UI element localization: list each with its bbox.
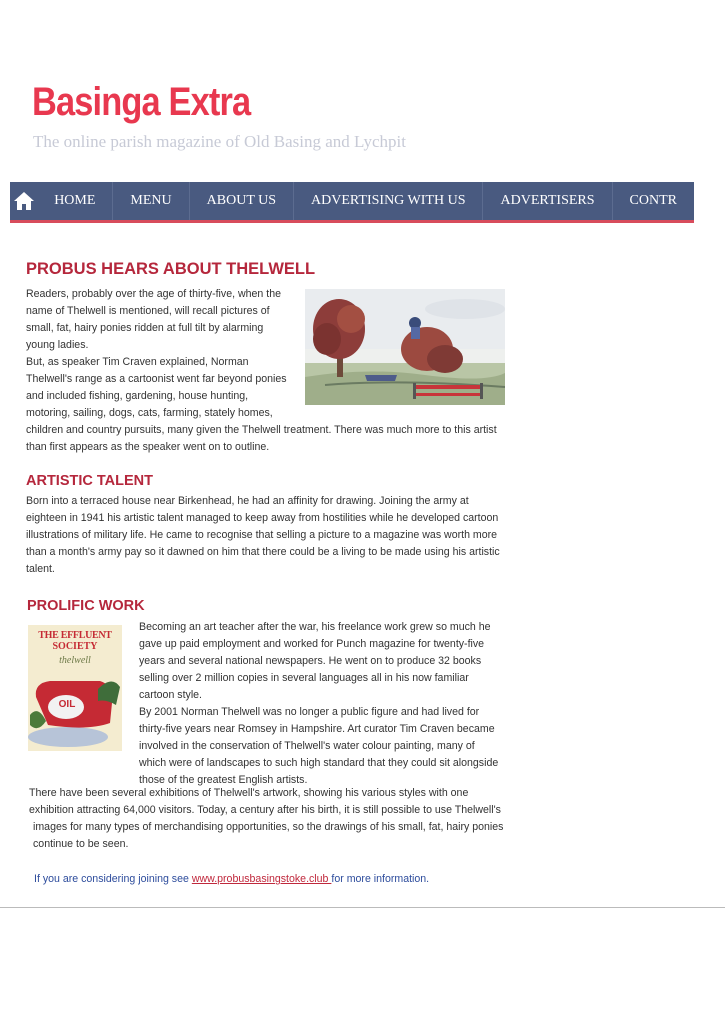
nav-item-home[interactable]: HOME: [54, 193, 96, 208]
nav-home-button[interactable]: [10, 182, 37, 220]
text-line: years and several national newspapers. He went on to produce 32 books: [139, 655, 482, 667]
main-nav: [10, 182, 694, 223]
closing-paragraph: [29, 785, 519, 853]
section-heading-prolific-work: PROLIFIC WORK: [27, 598, 145, 614]
text-line: Readers, probably over the age of thirty-five, when the: [26, 288, 281, 300]
text-line: children and country pursuits, many given the Thelwell treatment. There was much more to this artist: [26, 424, 497, 436]
text-line: gave up paid employment and worked for Punch magazine for twenty-five: [139, 638, 485, 650]
text-line: illustrations of military life. He came to recognise that selling a picture to a magazine was worth more: [26, 529, 498, 541]
text-line: By 2001 Norman Thelwell was no longer a public figure and had lived for: [139, 706, 480, 718]
home-icon: [13, 191, 35, 211]
text-line: name of Thelwell is mentioned, will recall pictures of: [26, 305, 270, 317]
text-line: which were of landscapes to such high standard that they could sit alongside: [139, 757, 499, 769]
text-line: exhibition attracting 64,000 visitors. Today, a century after his birth, it is still possible to use Thelwell's: [29, 804, 501, 816]
nav-item-advertisers[interactable]: ADVERTISERS: [482, 182, 611, 220]
artistic-talent-paragraph: [26, 493, 506, 578]
text-line: talent.: [26, 563, 55, 575]
book-cover-author: thelwell: [59, 655, 91, 666]
text-line: But, as speaker Tim Craven explained, Norman: [26, 356, 249, 368]
text-line: continue to be seen.: [33, 838, 129, 850]
text-line: Born into a terraced house near Birkenhead, he had an affinity for drawing. Joining the army at: [26, 495, 469, 507]
text-line: images for many types of merchandising opportunities, so the drawings of his small, fat, hairy ponies: [33, 821, 504, 833]
text-line: and included fishing, gardening, house hunting,: [26, 390, 249, 402]
prolific-work-paragraph: [139, 619, 509, 789]
section-heading-artistic-talent: ARTISTIC TALENT: [26, 473, 153, 489]
text-line: Becoming an art teacher after the war, his freelance work grew so much he: [139, 621, 491, 633]
site-tagline: The online parish magazine of Old Basing and Lychpit: [33, 132, 406, 151]
info-suffix: for more information.: [331, 873, 430, 885]
text-line: motoring, sailing, dogs, cats, farming, stately homes,: [26, 407, 273, 419]
text-line: thirty-five years near Romsey in Hampshire. Art curator Tim Craven became: [139, 723, 495, 735]
probus-website-link[interactable]: www.probusbasingstoke.club: [191, 873, 332, 885]
text-line: involved in the conservation of Thelwell's water colour painting, many of: [139, 740, 475, 752]
nav-item-menu[interactable]: MENU: [112, 182, 188, 220]
nav-item-contact[interactable]: CONTR: [612, 182, 694, 220]
info-prefix: If you are considering joining see: [34, 873, 192, 885]
text-line: small, fat, hairy ponies ridden at full tilt by alarming: [26, 322, 264, 334]
text-line: There have been several exhibitions of Thelwell's artwork, showing his various styles with one: [29, 787, 469, 799]
text-line: cartoon style.: [139, 689, 203, 701]
site-title[interactable]: Basinga Extra: [32, 80, 251, 124]
effluent-society-book-cover: [28, 625, 122, 751]
membership-info: [34, 873, 429, 885]
footer-divider: [0, 907, 725, 908]
text-line: selling over 2 million copies in several languages all in his now familiar: [139, 672, 469, 684]
text-line: than a month's army pay so it dawned on him that there could be a living to be made using his artistic: [26, 546, 500, 558]
book-cover-title: SOCIETY: [52, 641, 98, 652]
text-line: than first appears as the speaker went on to outline.: [26, 441, 270, 453]
nav-item-about-us[interactable]: ABOUT US: [189, 182, 293, 220]
book-cover-oil-sign: OIL: [58, 699, 76, 710]
thelwell-landscape-illustration: [305, 289, 505, 405]
article-title: PROBUS HEARS ABOUT THELWELL: [26, 260, 316, 278]
nav-item-advertising[interactable]: ADVERTISING WITH US: [293, 182, 482, 220]
text-line: Thelwell's range as a cartoonist went far beyond ponies: [26, 373, 287, 385]
text-line: those of the greatest English artists.: [139, 774, 308, 786]
text-line: eighteen in 1941 his artistic talent managed to keep away from hostilities while he developed cartoon: [26, 512, 499, 524]
text-line: young ladies.: [26, 339, 89, 351]
book-cover-title: THE EFFLUENT: [38, 630, 112, 641]
